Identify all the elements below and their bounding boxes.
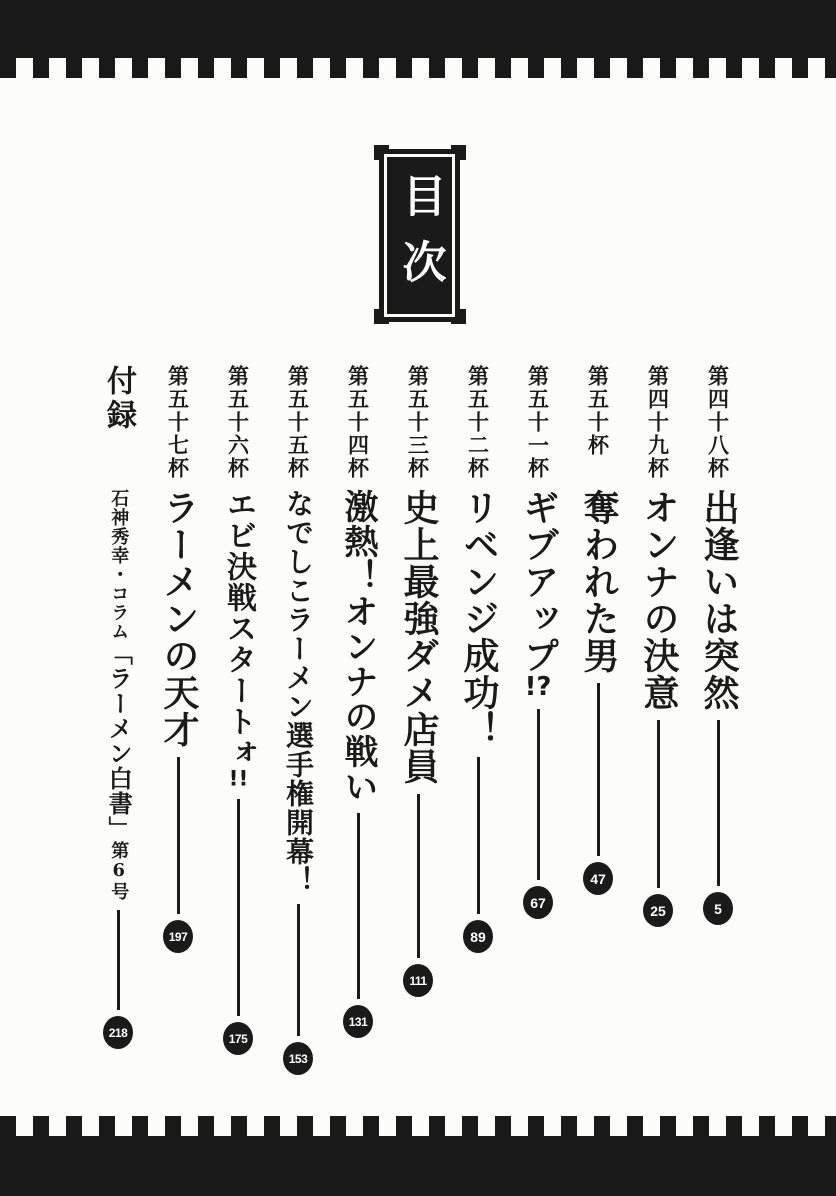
toc-entry — [686, 365, 750, 925]
page-number-badge: 25 — [643, 894, 673, 927]
leader-line — [597, 683, 600, 856]
leader-line — [477, 757, 480, 914]
leader-line — [417, 794, 420, 958]
chapter-title: ラーメンの天才 — [158, 489, 199, 748]
leader-line — [297, 904, 300, 1036]
toc-entry — [146, 365, 210, 953]
page-number-badge: 131 — [343, 1005, 373, 1038]
toc-entry — [326, 365, 390, 1038]
chapter-label: 第五十六杯 — [225, 365, 251, 480]
chapter-title: 激熱！オンナの戦い — [338, 489, 378, 804]
leader-line — [537, 709, 540, 880]
page-number-badge: 5 — [703, 892, 733, 925]
chapter-title: ギブアップ!? — [518, 489, 559, 700]
chapter-label: 第四十八杯 — [705, 365, 731, 480]
chapter-label: 第五十一杯 — [525, 365, 551, 480]
appendix-label: 付録 — [101, 365, 136, 433]
chapter-title: なでしこラーメン選手権開幕！ — [282, 489, 315, 895]
chapter-title: オンナの決意 — [638, 489, 679, 711]
appendix-title — [104, 489, 133, 901]
leader-line — [177, 757, 180, 914]
page-number-badge: 67 — [523, 886, 553, 919]
toc-entry — [566, 365, 630, 895]
toc-entry — [386, 365, 450, 997]
chapter-label: 第五十五杯 — [285, 365, 311, 480]
page-number-badge: 89 — [463, 920, 493, 953]
appendix-work-title: 「ラーメン白書」 — [104, 641, 133, 841]
chapter-label: 第五十杯 — [585, 365, 611, 457]
leader-line — [717, 720, 720, 886]
page-number-badge: 197 — [163, 920, 193, 953]
bottom-crenellated-border — [0, 1116, 836, 1196]
chapter-title: 奪われた男 — [578, 489, 619, 674]
chapter-label: 第五十二杯 — [465, 365, 491, 480]
appendix-column-title: 石神秀幸・コラム — [108, 489, 130, 641]
page-number-badge: 175 — [223, 1022, 253, 1055]
toc-title: 目次 — [394, 172, 446, 305]
toc-title-plaque — [379, 149, 460, 322]
chapter-title: エビ決戦スタートォ!! — [221, 489, 256, 790]
toc-entry — [266, 365, 330, 1075]
chapter-label: 第四十九杯 — [645, 365, 671, 480]
toc-entry-appendix — [86, 365, 150, 1049]
chapter-label: 第五十三杯 — [405, 365, 431, 480]
chapter-title: リベンジ成功！ — [458, 489, 499, 748]
toc-entry — [206, 365, 270, 1055]
page-number-badge: 111 — [403, 964, 433, 997]
toc-entry — [506, 365, 570, 919]
appendix-issue: 第6号 — [108, 841, 130, 901]
leader-line — [117, 910, 120, 1010]
chapter-title: 出逢いは突然 — [698, 489, 739, 711]
page-number-badge: 153 — [283, 1042, 313, 1075]
page-number-badge: 47 — [583, 862, 613, 895]
page-number-badge: 218 — [103, 1016, 133, 1049]
leader-line — [237, 799, 240, 1016]
toc-entry — [446, 365, 510, 953]
leader-line — [357, 813, 360, 999]
toc-entry — [626, 365, 690, 927]
chapter-label: 第五十四杯 — [345, 365, 371, 480]
leader-line — [657, 720, 660, 888]
chapter-label: 第五十七杯 — [165, 365, 191, 480]
chapter-title: 史上最強ダメ店員 — [398, 489, 439, 785]
top-crenellated-border — [0, 0, 836, 78]
